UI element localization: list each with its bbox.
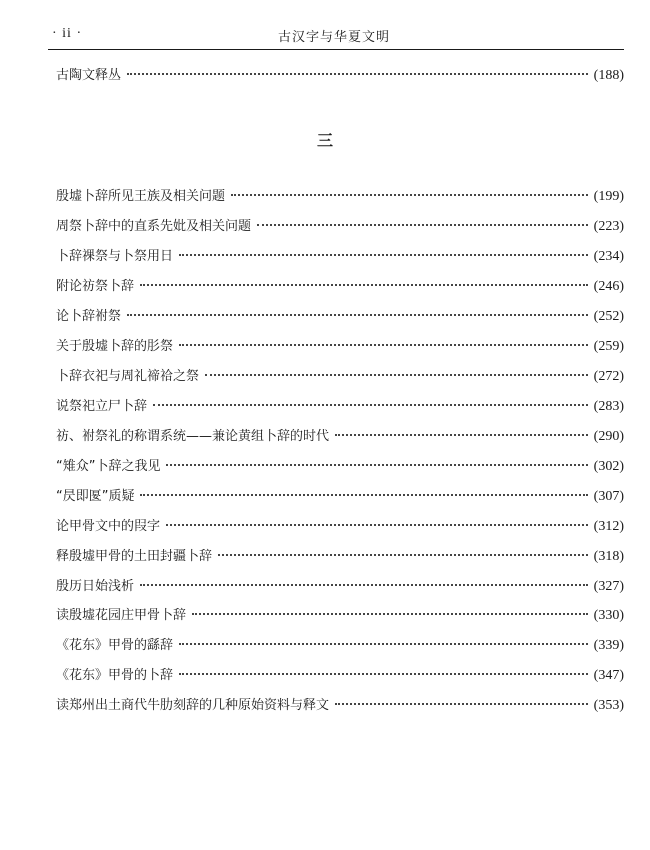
toc-entry[interactable] xyxy=(56,397,624,417)
toc-leader-dots xyxy=(179,344,588,346)
toc-entry-page: (246) xyxy=(593,279,624,294)
toc-entry-title: 《花东》甲骨的卜辞 xyxy=(56,668,174,683)
toc-entry[interactable] xyxy=(56,337,624,357)
toc-entry-title: 祊、祔祭礼的称谓系统——兼论黄组卜辞的时代 xyxy=(56,429,330,444)
toc-entry-page: (259) xyxy=(593,339,624,354)
toc-leader-dots xyxy=(166,524,588,526)
toc-entry-page: (312) xyxy=(593,519,624,534)
toc-leader-dots xyxy=(218,554,588,556)
toc-entry-page: (347) xyxy=(593,668,624,683)
toc-entry-page: (272) xyxy=(593,369,624,384)
toc-entry[interactable] xyxy=(56,606,624,626)
toc-entry[interactable] xyxy=(56,577,624,597)
toc-entry-title: 附论祊祭卜辞 xyxy=(56,279,135,294)
toc-entry-page: (252) xyxy=(593,309,624,324)
toc-entry-page: (339) xyxy=(593,638,624,653)
toc-entry-title: 殷历日始浅析 xyxy=(56,579,135,594)
toc-entry-title: 释殷墟甲骨的土田封疆卜辞 xyxy=(56,549,213,564)
toc-entry-title: 殷墟卜辞所见王族及相关问题 xyxy=(56,189,226,204)
toc-entry-title: 读殷墟花园庄甲骨卜辞 xyxy=(56,608,187,623)
toc-leader-dots xyxy=(335,434,588,436)
toc-entry-page: (290) xyxy=(593,429,624,444)
toc-leader-dots xyxy=(179,643,588,645)
toc-entry-page: (188) xyxy=(593,68,624,83)
toc-entry-page: (199) xyxy=(593,189,624,204)
toc-entry-page: (330) xyxy=(593,608,624,623)
toc-entry-title: 论卜辞祔祭 xyxy=(56,309,122,324)
toc-entry-title: 《花东》甲骨的繇辞 xyxy=(56,638,174,653)
page-header xyxy=(48,26,620,46)
toc-entry-title: 关于殷墟卜辞的肜祭 xyxy=(56,339,174,354)
toc-leader-dots xyxy=(140,584,588,586)
toc-entry-title: 论甲骨文中的叚字 xyxy=(56,519,161,534)
toc-entry-page: (302) xyxy=(593,459,624,474)
toc-entry-title: 古陶文释丛 xyxy=(56,68,122,83)
toc-entry-page: (307) xyxy=(593,489,624,504)
toc-entry[interactable] xyxy=(56,277,624,297)
toc-leader-dots xyxy=(205,374,588,376)
toc-entry-title: “昃即匽”质疑 xyxy=(56,489,135,504)
toc-leader-dots xyxy=(179,673,588,675)
toc-leader-dots xyxy=(335,703,588,705)
toc-entry[interactable] xyxy=(56,547,624,567)
header-page-number: · ii · xyxy=(52,26,83,41)
toc-entry[interactable] xyxy=(56,307,624,327)
section-heading: 三 xyxy=(316,131,333,150)
toc-entry-title: “雉众”卜辞之我见 xyxy=(56,459,161,474)
toc-entry[interactable] xyxy=(56,367,624,387)
toc-leader-dots xyxy=(179,254,588,256)
toc-entry[interactable] xyxy=(56,517,624,537)
toc-entry-title: 卜辞祼祭与卜祭用日 xyxy=(56,249,174,264)
toc-entry[interactable] xyxy=(56,636,624,656)
toc-entry-page: (234) xyxy=(593,249,624,264)
toc-entry-title: 说祭祀立尸卜辞 xyxy=(56,399,148,414)
toc-entry-page: (318) xyxy=(593,549,624,564)
toc-leader-dots xyxy=(231,194,588,196)
toc-entry[interactable] xyxy=(56,217,624,237)
toc-leader-dots xyxy=(192,613,588,615)
toc-entry-title: 卜辞衣祀与周礼禘祫之祭 xyxy=(56,369,200,384)
toc-entry-page: (283) xyxy=(593,399,624,414)
header-rule xyxy=(48,49,624,50)
toc-leader-dots xyxy=(166,464,587,466)
toc-entry[interactable] xyxy=(56,696,624,716)
toc-entry-title: 周祭卜辞中的直系先妣及相关问题 xyxy=(56,219,252,234)
toc-entry[interactable] xyxy=(56,666,624,686)
toc-leader-dots xyxy=(140,284,588,286)
toc-leader-dots xyxy=(257,224,588,226)
toc-entry[interactable] xyxy=(56,247,624,267)
toc-leader-dots xyxy=(153,404,588,406)
toc-entry-page: (327) xyxy=(593,579,624,594)
toc-entry[interactable] xyxy=(56,487,624,507)
toc-entry[interactable] xyxy=(56,187,624,207)
toc-leader-dots xyxy=(127,73,588,75)
header-book-title: 古汉字与华夏文明 xyxy=(277,30,390,45)
toc-entry-page: (353) xyxy=(593,698,624,713)
toc-leader-dots xyxy=(127,314,588,316)
toc-entry[interactable] xyxy=(56,457,624,477)
toc-entry[interactable] xyxy=(56,427,624,447)
toc-entry-top[interactable] xyxy=(56,66,624,86)
toc-leader-dots xyxy=(140,494,587,496)
toc-entry-page: (223) xyxy=(593,219,624,234)
toc-entry-title: 读郑州出土商代牛肋刻辞的几种原始资料与释文 xyxy=(56,698,330,713)
